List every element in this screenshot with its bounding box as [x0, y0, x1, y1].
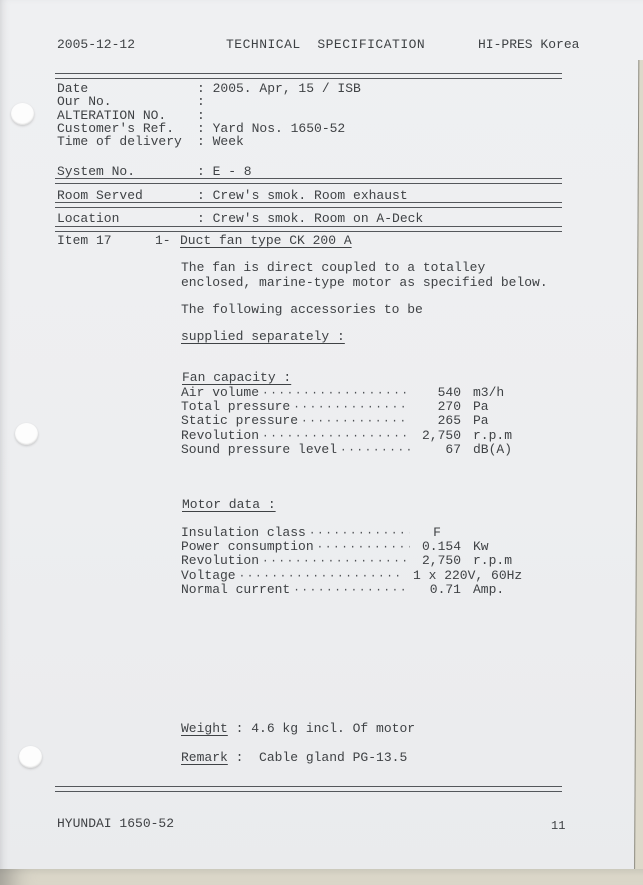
punch-hole	[15, 423, 38, 445]
punch-hole	[19, 746, 42, 768]
spec-unit: r.p.m	[473, 427, 513, 443]
spec-value: 1 x 220V, 60Hz	[413, 567, 523, 583]
weight-label: Weight	[181, 721, 228, 736]
meta-block	[57, 82, 557, 148]
supplied-separately-line: supplied separately :	[181, 329, 345, 344]
meta-row	[57, 122, 557, 135]
remark-line	[181, 751, 407, 765]
spec-row	[181, 540, 553, 554]
spec-value: F	[433, 525, 441, 540]
meta-row	[57, 135, 557, 148]
spec-label: Static pressure	[181, 413, 299, 429]
spec-value: 270	[437, 399, 461, 415]
spec-label: Air volume	[181, 385, 260, 400]
spec-unit: m3/h	[473, 385, 505, 400]
location-row	[57, 212, 557, 226]
meta-row	[57, 95, 557, 108]
footer-rule	[55, 786, 562, 792]
spec-unit: r.p.m	[473, 553, 513, 569]
footer-doc-ref: HYUNDAI 1650-52	[57, 816, 175, 831]
spec-value: 0.71	[429, 581, 461, 597]
scanner-bottom-band	[0, 869, 643, 885]
spec-row	[181, 569, 553, 583]
system-no-rule	[55, 178, 562, 184]
fan-capacity-table	[181, 386, 553, 457]
spec-row	[181, 554, 553, 568]
motor-data-heading: Motor data :	[182, 497, 276, 512]
leader-dots	[262, 554, 410, 569]
system-no-label: System No.	[57, 164, 136, 179]
item-qty: 1-	[155, 233, 171, 248]
leader-dots	[293, 400, 410, 415]
spec-label: Sound pressure level	[181, 441, 338, 457]
document-title: TECHNICAL SPECIFICATION	[226, 37, 426, 52]
room-served-rule	[55, 202, 562, 208]
system-no-row	[57, 165, 557, 179]
meta-label: Date	[57, 81, 89, 96]
spec-row	[181, 414, 553, 428]
meta-value: :	[197, 107, 205, 123]
meta-value: :	[197, 94, 205, 110]
spec-label: Voltage	[181, 567, 236, 583]
meta-row	[57, 82, 557, 95]
remark-label: Remark	[181, 750, 228, 765]
spec-row	[181, 443, 553, 457]
leader-dots	[293, 583, 410, 598]
spec-row	[181, 429, 553, 443]
item-name: Duct fan type CK 200 A	[180, 233, 352, 248]
scan-date: 2005-12-12	[57, 37, 136, 52]
spec-label: Total pressure	[181, 399, 291, 415]
room-served-value: : Crew's smok. Room exhaust	[197, 188, 408, 203]
item-row	[57, 234, 577, 248]
accessories-line: The following accessories to be	[181, 302, 423, 317]
spec-unit: dB(A)	[473, 441, 513, 457]
description-line: enclosed, marine-type motor as specified below.	[181, 274, 548, 290]
spec-value: 2,750	[421, 427, 461, 443]
meta-label: Customer's Ref.	[57, 120, 175, 136]
spec-row	[181, 386, 553, 400]
weight-value: : 4.6 kg incl. Of motor	[227, 721, 416, 736]
spec-value: 67	[445, 441, 461, 457]
spec-value: 540	[437, 385, 461, 400]
page-number: 11	[551, 819, 566, 833]
spec-value: 265	[437, 413, 461, 429]
room-served-label: Room Served	[57, 188, 143, 203]
spec-row	[181, 526, 553, 540]
spec-unit: Pa	[473, 399, 489, 415]
spec-value: 2,750	[421, 553, 461, 569]
item-number: Item 17	[57, 233, 112, 248]
spec-label: Power consumption	[181, 539, 314, 555]
meta-label: ALTERATION NO.	[57, 107, 167, 123]
description-line: The fan is direct coupled to a totalley	[181, 260, 486, 275]
fan-capacity-heading: Fan capacity :	[182, 370, 292, 385]
room-served-row	[57, 189, 557, 203]
location-rule	[55, 226, 562, 232]
remark-value: : Cable gland PG-13.5	[227, 750, 408, 765]
spec-row	[181, 400, 553, 414]
meta-value: : 2005. Apr, 15 / ISB	[197, 81, 361, 96]
spec-label: Revolution	[181, 427, 260, 443]
meta-value: : Yard Nos. 1650-52	[197, 120, 346, 136]
spec-unit: Kw	[473, 539, 489, 555]
spec-label: Insulation class	[181, 525, 306, 540]
leader-dots	[301, 414, 410, 429]
company-name: HI-PRES Korea	[478, 37, 580, 52]
spec-row	[181, 583, 553, 597]
location-label: Location	[57, 211, 120, 226]
meta-label: Our No.	[57, 94, 112, 110]
meta-row	[57, 109, 557, 122]
meta-label: Time of delivery	[57, 134, 182, 150]
leader-dots	[340, 443, 410, 458]
spec-label: Revolution	[181, 553, 260, 569]
weight-line	[181, 722, 415, 736]
meta-value: : Week	[197, 134, 244, 150]
description-paragraph	[181, 261, 548, 290]
punch-hole	[11, 103, 34, 125]
location-value: : Crew's smok. Room on A-Deck	[197, 211, 424, 226]
spec-label: Normal current	[181, 581, 291, 597]
scanner-edge-strip	[634, 60, 643, 885]
spec-unit: Pa	[473, 413, 489, 429]
spec-unit: Amp.	[473, 581, 505, 597]
system-no-value: : E - 8	[197, 164, 252, 179]
header-rule	[55, 73, 562, 79]
motor-data-table	[181, 526, 553, 597]
leader-dots	[317, 540, 410, 555]
spec-value: 0.154	[421, 539, 461, 555]
leader-dots	[309, 526, 410, 541]
